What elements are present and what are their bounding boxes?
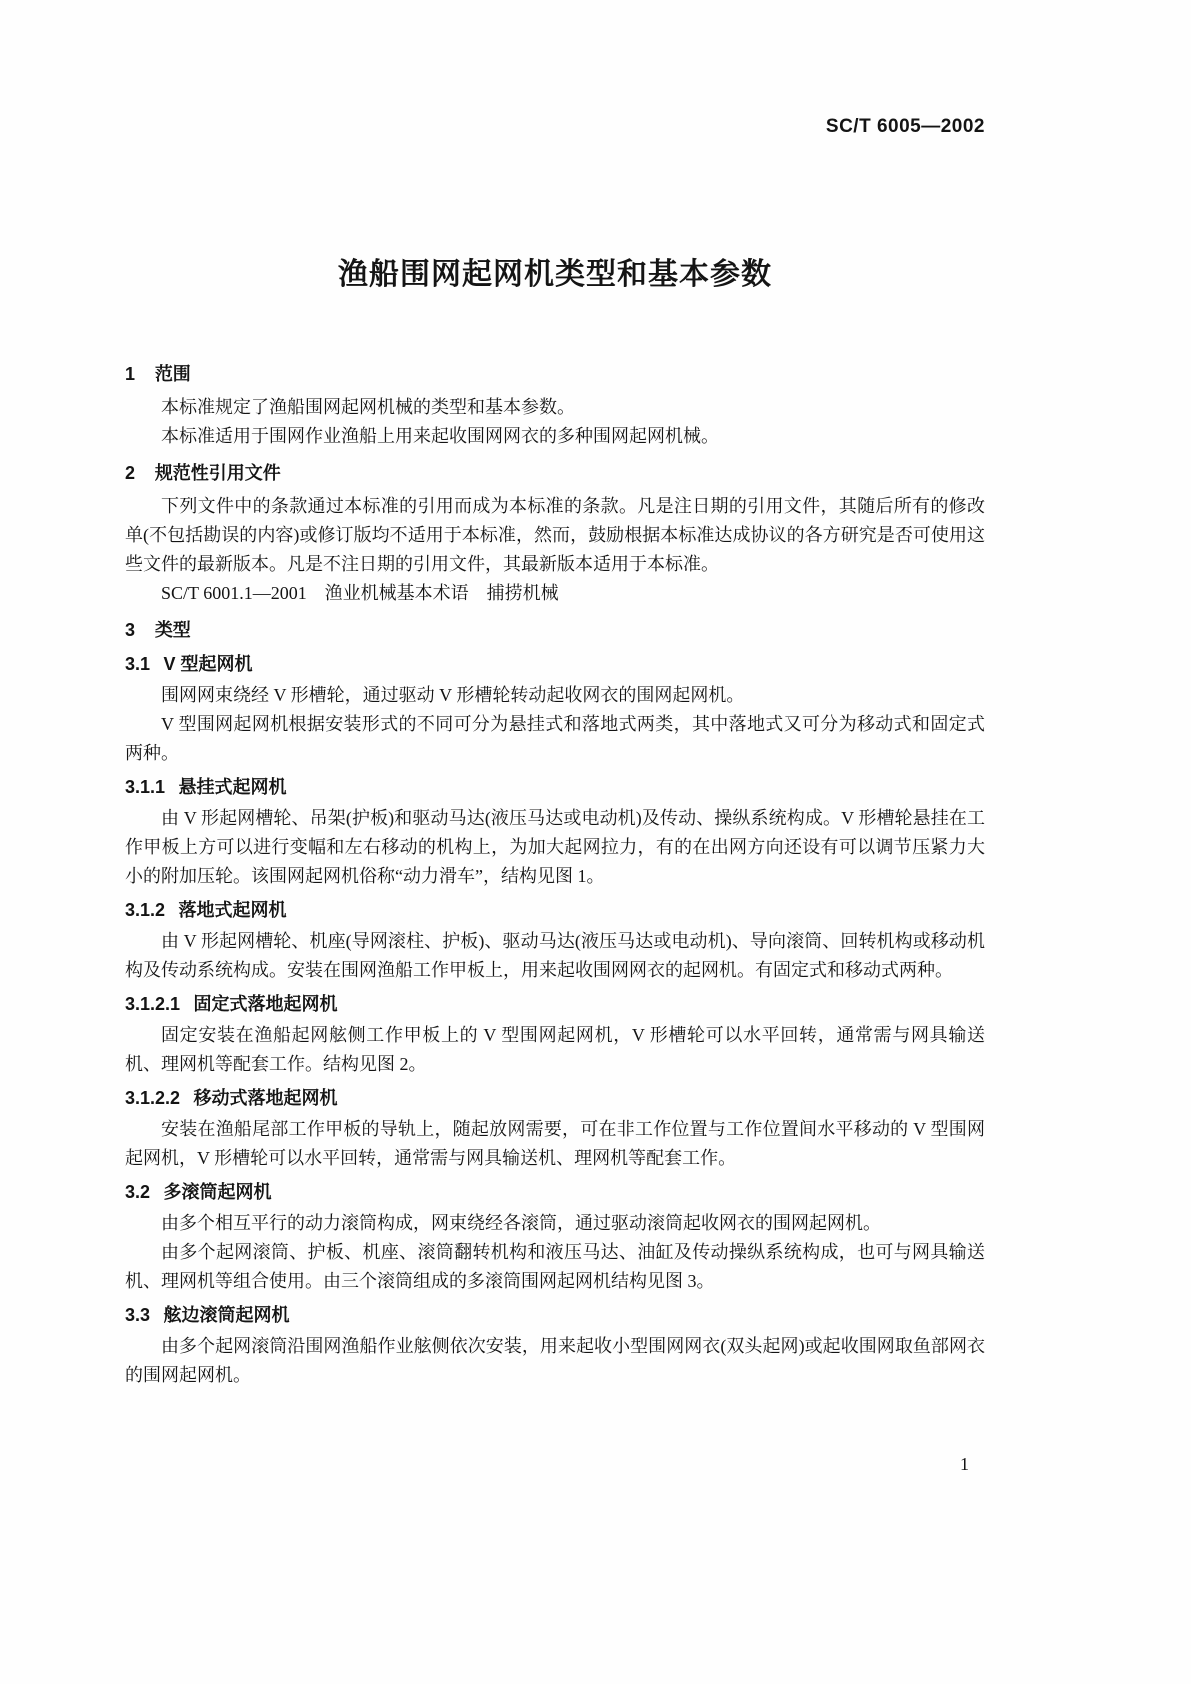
paragraph: 本标准规定了渔船围网起网机械的类型和基本参数。 (161, 397, 575, 417)
clause-heading-3-2 (125, 1178, 985, 1207)
paragraph: 由 V 形起网槽轮、机座(导网滚柱、护板)、驱动马达(液压马达或电动机)、导向滚筒、回转机构或移动机构及传动系统构成。安装在围网渔船工作甲板上，用来起收围网网衣的起网机。有固定式和移动式两种。 (125, 931, 985, 980)
clause-heading-3-1-1 (125, 773, 985, 802)
paragraph: 下列文件中的条款通过本标准的引用而成为本标准的条款。凡是注日期的引用文件，其随后所有的修改单(不包括勘误的内容)或修订版均不适用于本标准，然而，鼓励根据本标准达成协议的各方研究是否可使用这些文件的最新版本。凡是不注日期的引用文件，其最新版本适用于本标准。 (125, 496, 985, 574)
clause-title: 范围 (154, 364, 191, 384)
clause-title: 移动式落地起网机 (193, 1088, 338, 1108)
paragraph: 围网网束绕经 V 形槽轮，通过驱动 V 形槽轮转动起收网衣的围网起网机。 (161, 685, 745, 705)
paragraph: 由 V 形起网槽轮、吊架(护板)和驱动马达(液压马达或电动机)及传动、操纵系统构成。V 形槽轮悬挂在工作甲板上方可以进行变幅和左右移动的机构上，为加大起网拉力，有的在出网方向还设有可以调节压紧力大小的附加压轮。该围网起网机俗称“动力滑车”，结构见图 1。 (125, 808, 985, 886)
clause-heading-3-1 (125, 650, 985, 679)
clause-number: 3.1 (125, 654, 151, 674)
clause-title: 悬挂式起网机 (178, 777, 287, 797)
paragraph: V 型围网起网机根据安装形式的不同可分为悬挂式和落地式两类，其中落地式又可分为移动式和固定式两种。 (125, 714, 985, 763)
clause-heading-2 (125, 459, 985, 488)
clause-title: 固定式落地起网机 (193, 994, 338, 1014)
clause-heading-3-1-2 (125, 896, 985, 925)
paragraph: 由多个起网滚筒、护板、机座、滚筒翻转机构和液压马达、油缸及传动操纵系统构成，也可与网具输送机、理网机等组合使用。由三个滚筒组成的多滚筒围网起网机结构见图 3。 (125, 1242, 985, 1291)
clause-title: 舷边滚筒起网机 (163, 1305, 290, 1325)
paragraph: 由多个起网滚筒沿围网渔船作业舷侧依次安装，用来起收小型围网网衣(双头起网)或起收围网取鱼部网衣的围网起网机。 (125, 1336, 985, 1385)
clause-number: 3.2 (125, 1182, 151, 1202)
clause-number: 3.1.2 (125, 900, 166, 920)
clause-heading-3-1-2-2 (125, 1084, 985, 1113)
clause-title: 落地式起网机 (178, 900, 287, 920)
document-body (125, 352, 985, 1390)
paragraph: 由多个相互平行的动力滚筒构成，网束绕经各滚筒，通过驱动滚筒起收网衣的围网起网机。 (161, 1213, 881, 1233)
doc-number: SC/T 6005—2002 (825, 116, 985, 137)
clause-heading-3-3 (125, 1301, 985, 1330)
document-title: 渔船围网起网机类型和基本参数 (338, 258, 772, 291)
paragraph: 固定安装在渔船起网舷侧工作甲板上的 V 型围网起网机，V 形槽轮可以水平回转，通常需与网具输送机、理网机等配套工作。结构见图 2。 (125, 1025, 985, 1074)
page-number: 1 (960, 1454, 969, 1474)
clause-number: 1 (125, 364, 136, 384)
clause-heading-1 (125, 360, 985, 389)
clause-number: 3.1.2.2 (125, 1088, 181, 1108)
clause-heading-3-1-2-1 (125, 990, 985, 1019)
clause-title: 规范性引用文件 (154, 463, 281, 483)
normative-reference: SC/T 6001.1—2001 渔业机械基本术语 捕捞机械 (161, 583, 559, 603)
clause-title: V 型起网机 (163, 654, 253, 674)
clause-title: 多滚筒起网机 (163, 1182, 272, 1202)
clause-number: 3 (125, 620, 136, 640)
clause-number: 2 (125, 463, 136, 483)
clause-number: 3.1.2.1 (125, 994, 181, 1014)
clause-number: 3.1.1 (125, 777, 166, 797)
clause-number: 3.3 (125, 1305, 151, 1325)
clause-title: 类型 (154, 620, 191, 640)
clause-heading-3 (125, 616, 985, 645)
paragraph: 安装在渔船尾部工作甲板的导轨上，随起放网需要，可在非工作位置与工作位置间水平移动的 V 型围网起网机，V 形槽轮可以水平回转，通常需与网具输送机、理网机等配套工作。 (125, 1119, 985, 1168)
paragraph: 本标准适用于围网作业渔船上用来起收围网网衣的多种围网起网机械。 (161, 426, 719, 446)
